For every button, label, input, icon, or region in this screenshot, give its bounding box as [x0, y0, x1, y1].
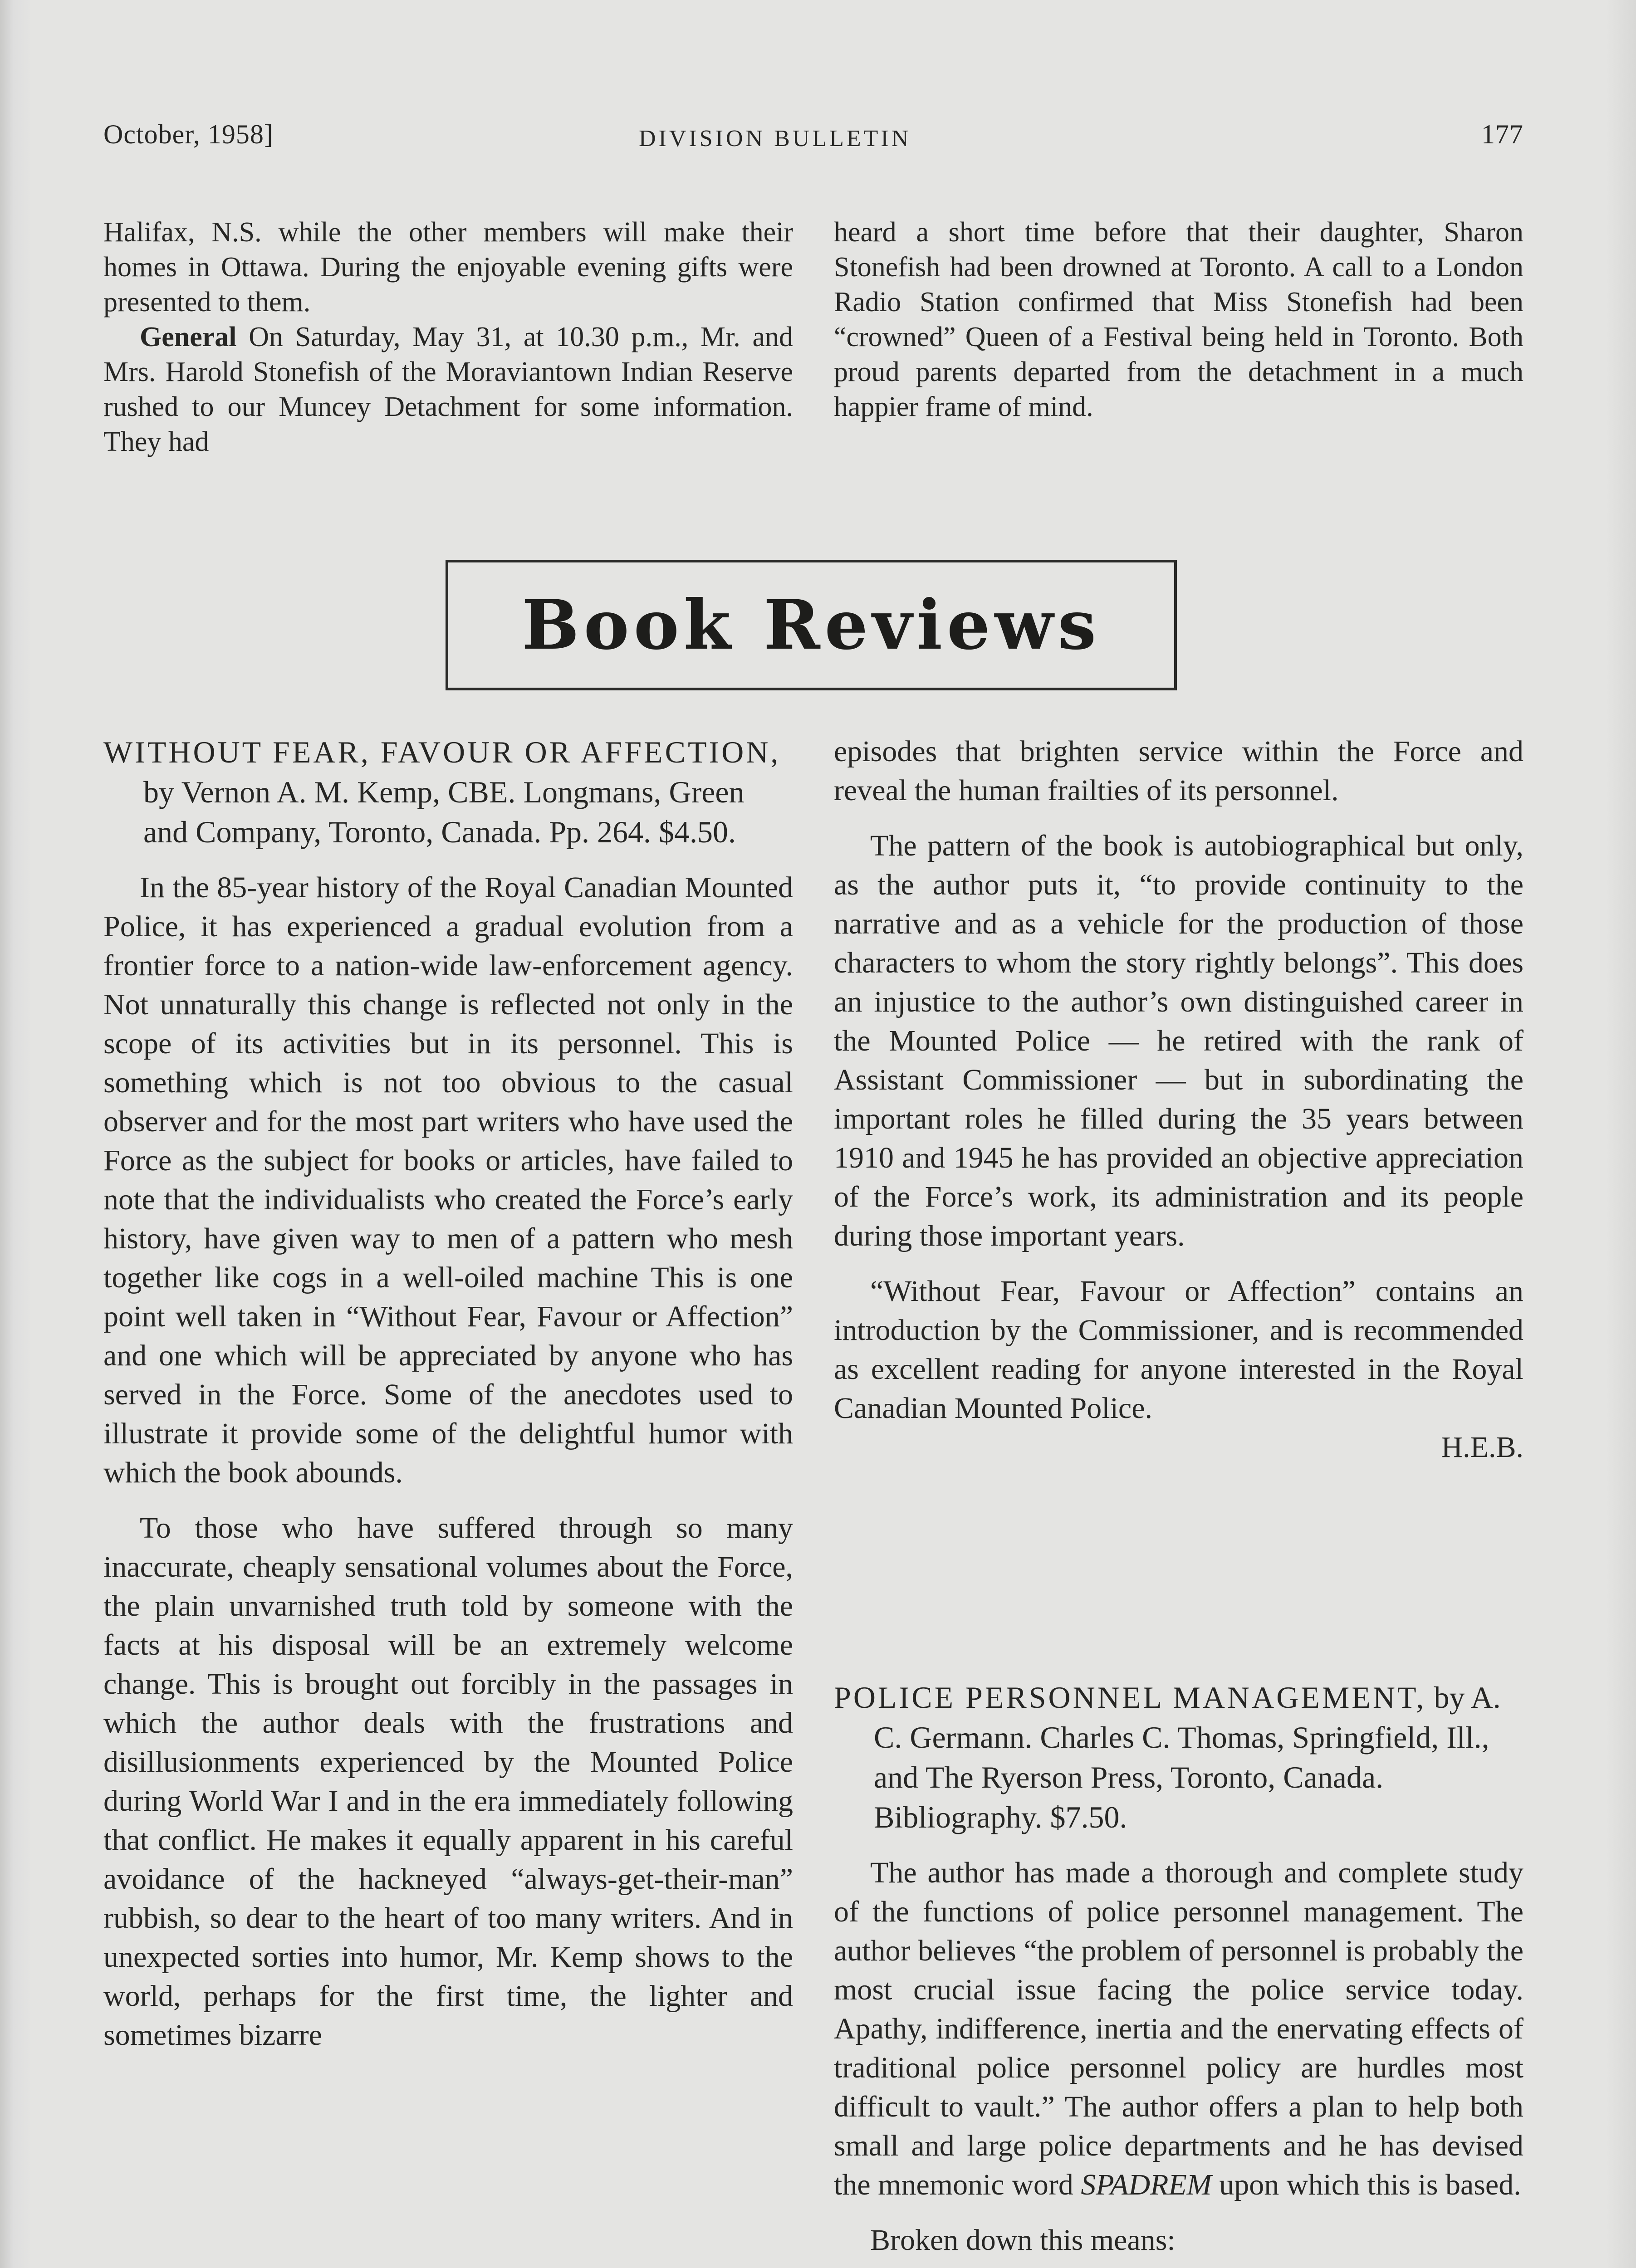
paragraph: Broken down this means:: [870, 2224, 1176, 2257]
book-title: POLICE PERSONNEL MANAGEMENT,: [834, 1680, 1426, 1715]
review-heading: [103, 732, 793, 852]
signature-line: [834, 1428, 1523, 1467]
section-title: Book Reviews: [521, 585, 1101, 665]
paragraph: heard a short time before that their daughter, Sharon Stonefish had been drowned at Toronto. A call to a London Radio Station confirmed that Miss Stonefish had been “crowned” Queen of a Festival being held in Toronto. Both proud parents departed from the detachment in a much happier frame of mind.: [834, 217, 1523, 422]
reviewer-signature: H.E.B.: [1441, 1431, 1523, 1464]
paragraph: To those who have suffered through so many inaccurate, cheaply sensational volumes about the Force, the plain unvarnished truth told by someone with the facts at his disposal will be an extremely welcome change. This is brought out forcibly in the passages in which the author deals with the frustrations and disillusionments experienced by the Mounted Police during World War I and in the era immediately following that conflict. He makes it equally apparent in his careful avoidance of the hackneyed “always-get-their-man” rubbish, so dear to the heart of too many writers. And in unexpected sorties into humor, Mr. Kemp shows to the world, perhaps for the first time, the lighter and sometimes bizarre: [103, 1511, 793, 2052]
paragraph: episodes that brighten service within the Force and reveal the human frailties of its personnel.: [834, 735, 1523, 807]
mnemonic-word: SPADREM: [1081, 2168, 1212, 2201]
paragraph-text: On Saturday, May 31, at 10.30 p.m., Mr. and Mrs. Harold Stonefish of the Moraviantown Indian Reserve rushed to our Muncey Detachment for some information. They had: [103, 322, 793, 457]
review-left-column: [103, 732, 793, 2055]
paragraph: [834, 1853, 1523, 2204]
paragraph-text: The author has made a thorough and complete study of the functions of police personnel management. The author believes “the problem of personnel is probably the most crucial issue facing the police service today. Apathy, indifference, inertia and the enervating effects of traditional police personnel policy are hurdles most difficult to vault.” The author offers a plan to help both small and large police departments and he has devised the mnemonic word: [834, 1856, 1523, 2201]
paragraph: The pattern of the book is autobiographical but only, as the author puts it, “to provide continuity to the narrative and as a vehicle for the production of those characters to whom the story rightly belongs”. This does an injustice to the author’s own distinguished career in the Mounted Police — he retired with the rank of Assistant Commissioner — but in subordinating the important roles he filled during the 35 years between 1910 and 1945 he has provided an objective appreciation of the Force’s work, its administration and its people during those important years.: [834, 829, 1523, 1252]
running-header: [103, 119, 1523, 155]
review-right-column: [834, 732, 1523, 1467]
paragraph: Halifax, N.S. while the other members will make their homes in Ottawa. During the enjoyable evening gifts were presented to them.: [103, 217, 793, 318]
issue-date: October, 1958]: [103, 119, 274, 149]
publication-title: DIVISION BULLETIN: [639, 126, 911, 152]
section-banner: [446, 560, 1177, 690]
book-details: by A. C. Germann. Charles C. Thomas, Springfield, Ill., and The Ryerson Press, Toronto, Canada. Bibliography. $7.50.: [874, 1680, 1501, 1834]
review-2: [834, 1677, 1523, 2260]
page-number: 177: [1481, 119, 1523, 149]
paragraph: “Without Fear, Favour or Affection” contains an introduction by the Commissioner, and is recommended as excellent reading for anyone interested in the Royal Canadian Mounted Police.: [834, 1275, 1523, 1425]
paragraph: In the 85-year history of the Royal Canadian Mounted Police, it has experienced a gradual evolution from a frontier force to a nation-wide law-enforcement agency. Not unnaturally this change is reflected not only in the scope of its activities but in its personnel. This is something which is not too obvious to the casual observer and for the most part writers who have used the Force as the subject for books or articles, have failed to note that the individualists who created the Force’s early history, have given way to men of a pattern who mesh together like cogs in a well-oiled machine This is one point well taken in “Without Fear, Favour or Affection” and one which will be appreciated by anyone who has served in the Force. Some of the anecdotes used to illustrate it provide some of the delightful humor with which the book abounds.: [103, 871, 793, 1489]
section-label: General: [140, 322, 237, 352]
review-heading: [834, 1677, 1523, 1837]
top-right-column: [834, 215, 1523, 425]
book-title: WITHOUT FEAR, FAVOUR OR AFFECTION,: [103, 735, 781, 769]
book-details: by Vernon A. M. Kemp, CBE. Longmans, Green and Company, Toronto, Canada. Pp. 264. $4.50.: [143, 775, 745, 849]
paragraph: [103, 320, 793, 459]
top-left-column: [103, 215, 793, 459]
paragraph-text: upon which this is based.: [1211, 2168, 1521, 2201]
